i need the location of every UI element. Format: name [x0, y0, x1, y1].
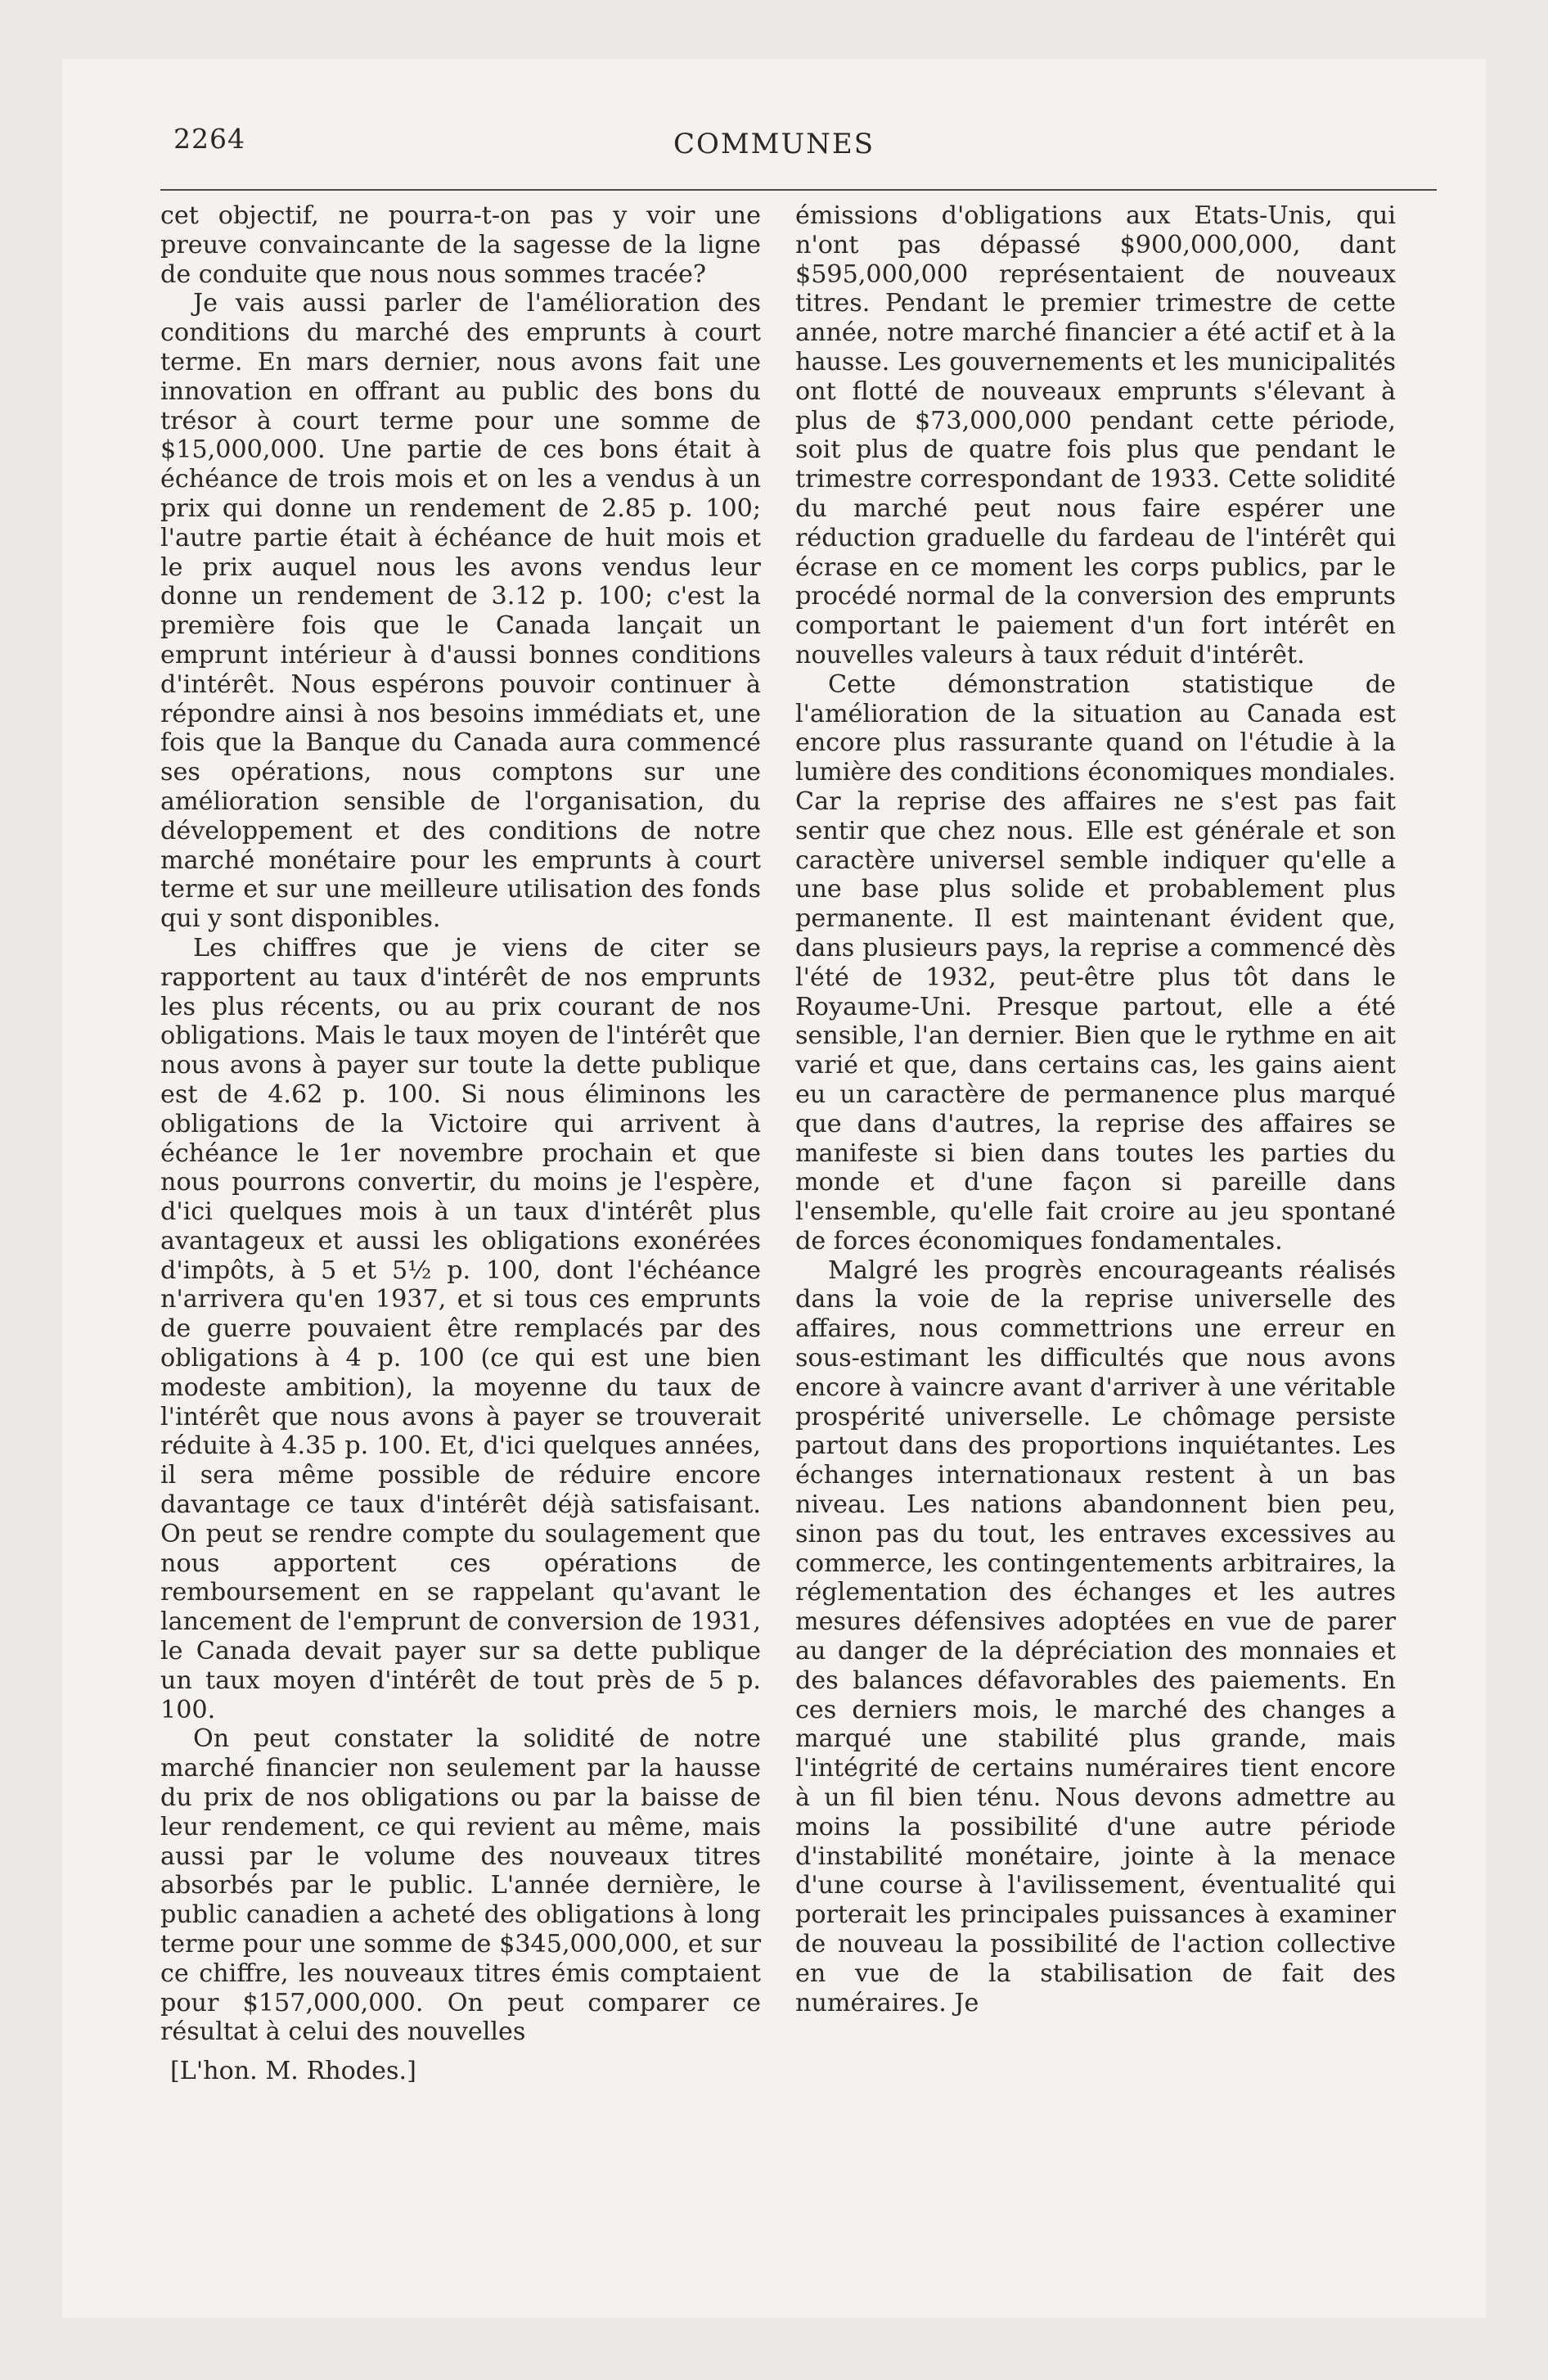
left-column [160, 201, 761, 2086]
speaker-attribution: [L'hon. M. Rhodes.] [170, 2057, 416, 2086]
paragraph: On peut constater la solidité de notre marché financier non seulement par la hausse du prix de nos obligations ou par la baisse de leur rendement, ce qui revient au même, mais aussi par le volume des nouveaux titres absorbés par le public. L'année dernière, le public canadien a acheté des obligations à long terme pour une somme de $345,000,000, et sur ce chiffre, les nouveaux titres émis comptaient pour $157,000,000. On peut comparer ce résultat à celui des nouvelles [160, 1724, 761, 2047]
paragraph: Malgré les progrès encourageants réalisés dans la voie de la reprise universelle des affaires, nous commettrions une erreur en sous-estimant les difficultés que nous avons encore à vaincre avant d'arriver à une véritable prospérité universelle. Le chômage persiste partout dans des proportions inquiétantes. Les échanges internationaux restent à un bas niveau. Les nations abandonnent bien peu, sinon pas du tout, les entraves excessives au commerce, les contingentements arbitraires, la réglementation des échanges et les autres mesures défensives adoptées en vue de parer au danger de la dépréciation des monnaies et des balances défavorables des paiements. En ces derniers mois, le marché des changes a marqué une stabilité plus grande, mais l'intégrité de certains numéraires tient encore à un fil bien ténu. Nous devons admettre au moins la possibilité d'une autre période d'instabilité monétaire, jointe à la menace d'une course à l'avilissement, éventualité qui porterait les principales puissances à examiner de nouveau la possibilité de l'action collective en vue de la stabilisation de fait des numéraires. Je [795, 1255, 1396, 2017]
paragraph: cet objectif, ne pourra-t-on pas y voir une preuve convaincante de la sagesse de la ligne de conduite que nous nous sommes tracée? [160, 201, 761, 289]
right-column [795, 201, 1396, 2017]
page-header [111, 123, 1437, 172]
paragraph: émissions d'obligations aux Etats-Unis, qui n'ont pas dépassé $900,000,000, dant $595,000,000 représentaient de nouveaux titres. Pendant le premier trimestre de cette année, notre marché financier a été actif et à la hausse. Les gouvernements et les municipalités ont flotté de nouveaux emprunts s'élevant à plus de $73,000,000 pendant cette période, soit plus de quatre fois plus que pendant le trimestre correspondant de 1933. Cette solidité du marché peut nous faire espérer une réduction graduelle du fardeau de l'intérêt qui écrase en ce moment les corps publics, par le procédé normal de la conversion des emprunts comportant le paiement d'un fort intérêt en nouvelles valeurs à taux réduit d'intérêt. [795, 201, 1396, 669]
paragraph: Les chiffres que je viens de citer se rapportent au taux d'intérêt de nos emprunts les plus récents, ou au prix courant de nos obligations. Mais le taux moyen de l'intérêt que nous avons à payer sur toute la dette publique est de 4.62 p. 100. Si nous éliminons les obligations de la Victoire qui arrivent à échéance le 1er novembre prochain et que nous pourrons convertir, du moins je l'espère, d'ici quelques mois à un taux d'intérêt plus avantageux et aussi les obligations exonérées d'impôts, à 5 et 5½ p. 100, dont l'échéance n'arrivera qu'en 1937, et si tous ces emprunts de guerre pouvaient être remplacés par des obligations à 4 p. 100 (ce qui est une bien modeste ambition), la moyenne du taux de l'intérêt que nous avons à payer se trouverait réduite à 4.35 p. 100. Et, d'ici quelques années, il sera même possible de réduire encore davantage ce taux d'intérêt déjà satisfaisant. On peut se rendre compte du soulagement que nous apportent ces opérations de remboursement en se rappelant qu'avant le lancement de l'emprunt de conversion de 1931, le Canada devait payer sur sa dette publique un taux moyen d'intérêt de tout près de 5 p. 100. [160, 933, 761, 1724]
page-number: 2264 [173, 123, 245, 155]
header-rule [160, 189, 1437, 191]
paragraph: Je vais aussi parler de l'amélioration des conditions du marché des emprunts à court terme. En mars dernier, nous avons fait une innovation en offrant au public des bons du trésor à court terme pour une somme de $15,000,000. Une partie de ces bons était à échéance de trois mois et on les a vendus à un prix qui donne un rendement de 2.85 p. 100; l'autre partie était à échéance de huit mois et le prix auquel nous les avons vendus leur donne un rendement de 3.12 p. 100; c'est la première fois que le Canada lançait un emprunt intérieur à d'aussi bonnes conditions d'intérêt. Nous espérons pouvoir continuer à répondre ainsi à nos besoins immédiats et, une fois que la Banque du Canada aura commencé ses opérations, nous comptons sur une amélioration sensible de l'organisation, du développement et des conditions de notre marché monétaire pour les emprunts à court terme et sur une meilleure utilisation des fonds qui y sont disponibles. [160, 289, 761, 934]
running-title: COMMUNES [673, 128, 875, 160]
paragraph: Cette démonstration statistique de l'amélioration de la situation au Canada est encore plus rassurante quand on l'étudie à la lumière des conditions économiques mondiales. Car la reprise des affaires ne s'est pas fait sentir que chez nous. Elle est générale et son caractère universel semble indiquer qu'elle a une base plus solide et probablement plus permanente. Il est maintenant évident que, dans plusieurs pays, la reprise a commencé dès l'été de 1932, peut-être plus tôt dans le Royaume-Uni. Presque partout, elle a été sensible, l'an dernier. Bien que le rythme en ait varié et que, dans certains cas, les gains aient eu un caractère de permanence plus marqué que dans d'autres, la reprise des affaires se manifeste si bien dans toutes les parties du monde et d'une façon si pareille dans l'ensemble, qu'elle fait croire au jeu spontané de forces économiques fondamentales. [795, 669, 1396, 1255]
